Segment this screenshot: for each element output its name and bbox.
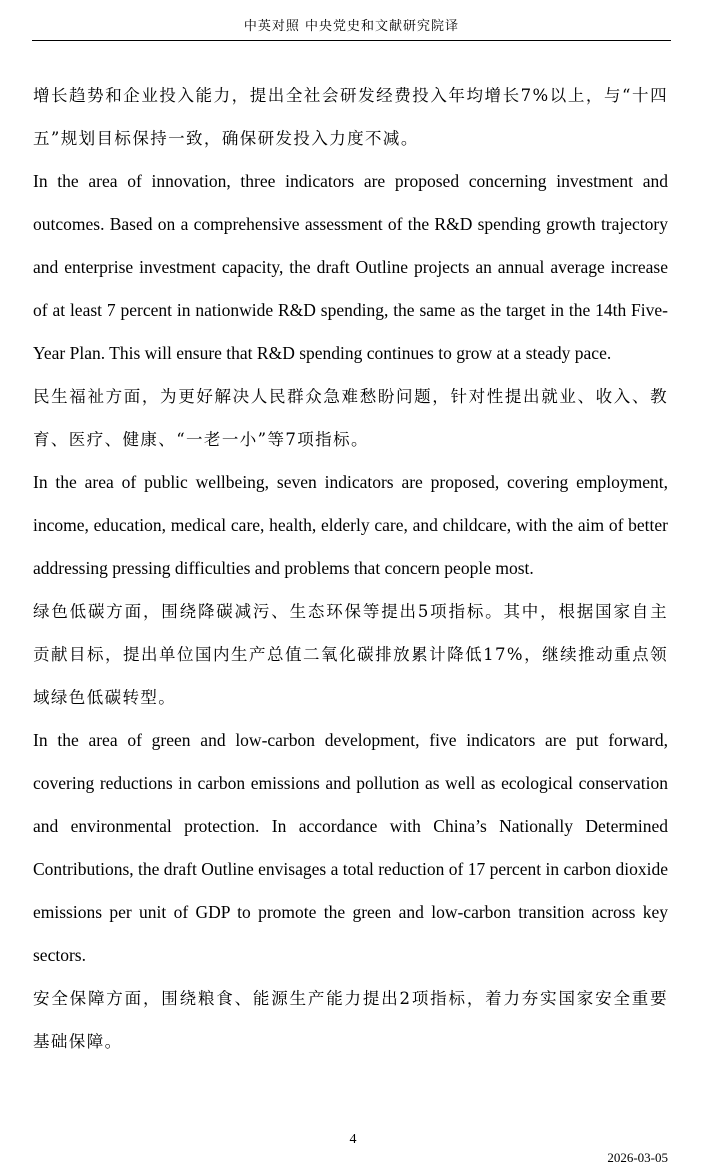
paragraph-en-innovation: In the area of innovation, three indicators are proposed concerning investment and outcomes. Based on a comprehensive assessment of the R&D spending growth trajectory and enterprise investment capacity, the draft Outline projects an annual average increase of at least 7 percent in nationwide R&D spending, the same as the target in the 14th Five-Year Plan. This will ensure that R&D spending continues to grow at a steady pace. xyxy=(33,171,668,363)
paragraph-zh-security: 安全保障方面，围绕粮食、能源生产能力提出2项指标，着力夯实国家安全重要基础保障。 xyxy=(33,989,668,1051)
footer-date: 2026-03-05 xyxy=(607,1150,668,1165)
document-body xyxy=(33,74,668,1063)
paragraph-zh-innovation-continued: 增长趋势和企业投入能力，提出全社会研发经费投入年均增长7%以上，与“十四五”规划目标保持一致，确保研发投入力度不减。 xyxy=(33,86,668,148)
running-header: 中英对照 中央党史和文献研究院译 xyxy=(32,14,671,41)
paragraph-zh-green: 绿色低碳方面，围绕降碳减污、生态环保等提出5项指标。其中，根据国家自主贡献目标，提出单位国内生产总值二氧化碳排放累计降低17%，继续推动重点领域绿色低碳转型。 xyxy=(33,602,668,707)
paragraph-en-green: In the area of green and low-carbon development, five indicators are put forward, covering reductions in carbon emissions and pollution as well as ecological conservation and environmental protection. In accordance with China’s Nationally Determined Contributions, the draft Outline envisages a total reduction of 17 percent in carbon dioxide emissions per unit of GDP to promote the green and low-carbon transition across key sectors. xyxy=(33,730,668,965)
page-number: 4 xyxy=(349,1132,357,1147)
paragraph-zh-wellbeing: 民生福祉方面，为更好解决人民群众急难愁盼问题，针对性提出就业、收入、教育、医疗、健康、“一老一小”等7项指标。 xyxy=(33,387,668,449)
paragraph-en-wellbeing: In the area of public wellbeing, seven indicators are proposed, covering employment, income, education, medical care, health, elderly care, and childcare, with the aim of better addressing pressing difficulties and problems that concern people most. xyxy=(33,472,668,578)
